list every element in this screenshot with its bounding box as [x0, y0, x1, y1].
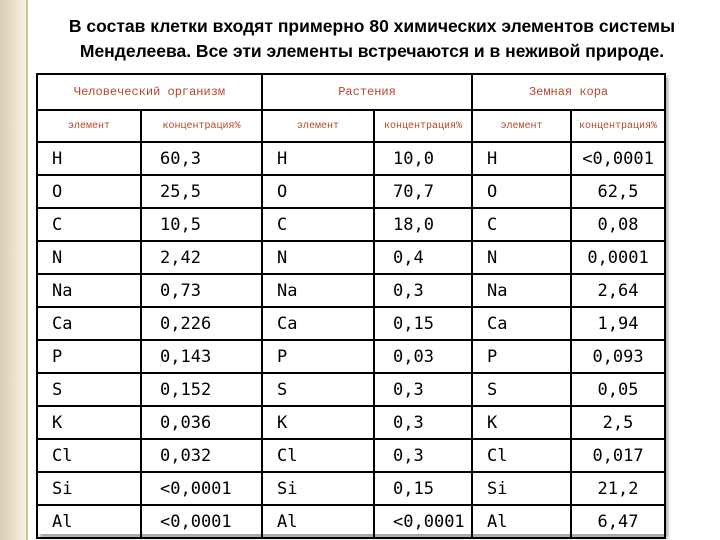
element-symbol-cell: Na: [262, 274, 374, 307]
concentration-cell: 0,3: [374, 274, 472, 307]
concentration-cell: <0,0001: [571, 142, 665, 175]
concentration-cell: 2,64: [571, 274, 665, 307]
element-symbol-cell: S: [262, 373, 374, 406]
subheader-cell: элемент: [37, 110, 141, 142]
element-symbol-cell: C: [472, 208, 571, 241]
group-header-row: [37, 74, 665, 110]
element-symbol-cell: P: [37, 340, 141, 373]
element-symbol-cell: C: [37, 208, 141, 241]
element-symbol-cell: P: [472, 340, 571, 373]
concentration-cell: 0,0001: [571, 241, 665, 274]
element-concentration-table: [36, 73, 664, 534]
element-symbol-cell: Cl: [472, 439, 571, 472]
concentration-cell: 2,42: [141, 241, 262, 274]
left-decor-stripe: [0, 0, 26, 540]
element-symbol-cell: Na: [37, 274, 141, 307]
table-row: [37, 142, 665, 175]
group-header-plants: Растения: [262, 74, 472, 110]
concentration-cell: 0,032: [141, 439, 262, 472]
element-symbol-cell: K: [37, 406, 141, 439]
concentration-cell: 0,3: [374, 373, 472, 406]
table-row: [37, 241, 665, 274]
element-symbol-cell: Al: [37, 505, 141, 538]
concentration-cell: 1,94: [571, 307, 665, 340]
element-symbol-cell: C: [262, 208, 374, 241]
element-symbol-cell: K: [472, 406, 571, 439]
concentration-cell: 62,5: [571, 175, 665, 208]
concentration-cell: 0,15: [374, 307, 472, 340]
left-decor-line: [26, 0, 28, 540]
subheader-row: [37, 110, 665, 142]
title-line-2: Менделеева. Все эти элементы встречаются и в неживой природе.: [79, 41, 665, 61]
element-symbol-cell: O: [262, 175, 374, 208]
table-row: [37, 439, 665, 472]
concentration-cell: 0,03: [374, 340, 472, 373]
element-symbol-cell: Cl: [37, 439, 141, 472]
table-row: [37, 340, 665, 373]
table-row: [37, 307, 665, 340]
concentration-cell: 18,0: [374, 208, 472, 241]
concentration-cell: <0,0001: [374, 505, 472, 538]
element-symbol-cell: N: [37, 241, 141, 274]
element-symbol-cell: Si: [262, 472, 374, 505]
concentration-cell: 0,036: [141, 406, 262, 439]
subheader-cell: концентрация%: [571, 110, 665, 142]
element-symbol-cell: P: [262, 340, 374, 373]
element-symbol-cell: N: [262, 241, 374, 274]
element-symbol-cell: O: [472, 175, 571, 208]
element-symbol-cell: K: [262, 406, 374, 439]
concentration-cell: 10,0: [374, 142, 472, 175]
concentration-cell: 60,3: [141, 142, 262, 175]
subheader-cell: концентрация%: [374, 110, 472, 142]
table-row: [37, 472, 665, 505]
concentration-cell: 0,15: [374, 472, 472, 505]
slide-title: [36, 14, 708, 64]
element-symbol-cell: Si: [472, 472, 571, 505]
element-symbol-cell: H: [262, 142, 374, 175]
element-symbol-cell: H: [472, 142, 571, 175]
concentration-cell: 70,7: [374, 175, 472, 208]
concentration-cell: 10,5: [141, 208, 262, 241]
concentration-cell: 0,4: [374, 241, 472, 274]
element-symbol-cell: Al: [262, 505, 374, 538]
concentration-cell: 6,47: [571, 505, 665, 538]
concentration-cell: 0,093: [571, 340, 665, 373]
element-symbol-cell: O: [37, 175, 141, 208]
concentration-cell: 2,5: [571, 406, 665, 439]
table-row: [37, 274, 665, 307]
element-symbol-cell: S: [472, 373, 571, 406]
concentration-cell: 0,017: [571, 439, 665, 472]
table-row: [37, 175, 665, 208]
element-symbol-cell: Al: [472, 505, 571, 538]
subheader-cell: элемент: [472, 110, 571, 142]
concentration-cell: 0,05: [571, 373, 665, 406]
element-symbol-cell: Cl: [262, 439, 374, 472]
concentration-cell: 0,226: [141, 307, 262, 340]
group-header-human: Человеческий организм: [37, 74, 262, 110]
concentration-cell: 21,2: [571, 472, 665, 505]
concentration-cell: 0,3: [374, 406, 472, 439]
element-symbol-cell: Ca: [472, 307, 571, 340]
element-symbol-cell: Ca: [37, 307, 141, 340]
element-symbol-cell: H: [37, 142, 141, 175]
subheader-cell: концентрация%: [141, 110, 262, 142]
concentration-cell: 25,5: [141, 175, 262, 208]
concentration-cell: <0,0001: [141, 472, 262, 505]
element-symbol-cell: S: [37, 373, 141, 406]
concentration-cell: <0,0001: [141, 505, 262, 538]
subheader-cell: элемент: [262, 110, 374, 142]
group-header-earth-crust: Земная кора: [472, 74, 665, 110]
title-line-1: В состав клетки входят примерно 80 химических элементов системы: [68, 16, 676, 36]
table-row: [37, 406, 665, 439]
table-row: [37, 208, 665, 241]
concentration-cell: 0,152: [141, 373, 262, 406]
table-row: [37, 505, 665, 538]
concentration-cell: 0,143: [141, 340, 262, 373]
element-symbol-cell: N: [472, 241, 571, 274]
element-symbol-cell: Ca: [262, 307, 374, 340]
concentration-cell: 0,08: [571, 208, 665, 241]
concentration-cell: 0,73: [141, 274, 262, 307]
element-symbol-cell: Na: [472, 274, 571, 307]
concentration-cell: 0,3: [374, 439, 472, 472]
element-symbol-cell: Si: [37, 472, 141, 505]
table-row: [37, 373, 665, 406]
